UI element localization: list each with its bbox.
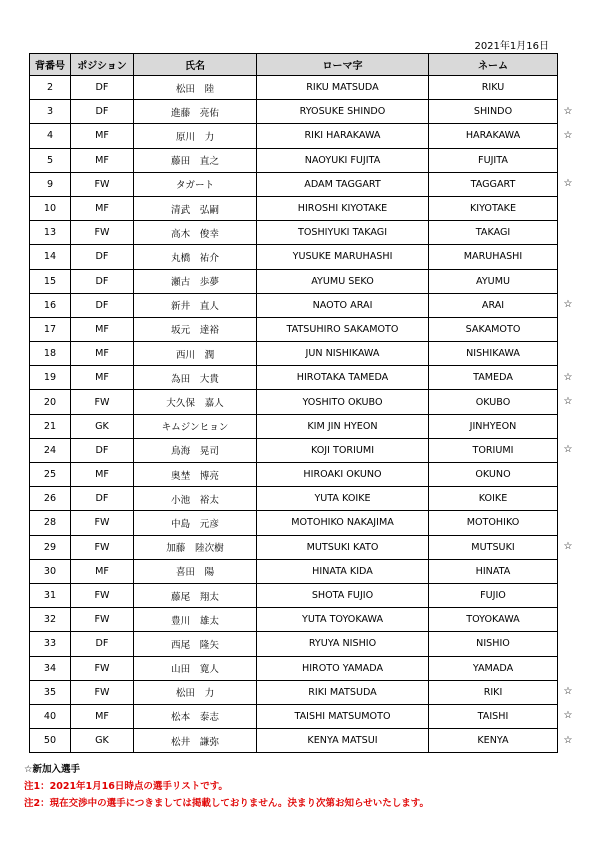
player-name: 奥埜 博亮 [134,463,257,487]
player-number: 21 [30,414,71,438]
notes [24,761,429,812]
table-row [30,245,558,269]
player-name: 西尾 隆矢 [134,632,257,656]
player-name: 進藤 亮佑 [134,100,257,124]
player-romaji: RYUYA NISHIO [257,632,429,656]
player-display-name: HINATA [429,559,558,583]
player-name: タガート [134,172,257,196]
player-number: 9 [30,172,71,196]
player-display-name: MOTOHIKO [429,511,558,535]
player-name: 加藤 陸次樹 [134,535,257,559]
table-row [30,390,558,414]
player-name: 喜田 陽 [134,559,257,583]
player-display-name: TAGGART [429,172,558,196]
player-position: MF [71,342,134,366]
player-romaji: YUSUKE MARUHASHI [257,245,429,269]
player-display-name: TORIUMI [429,438,558,462]
player-romaji: YUTA TOYOKAWA [257,608,429,632]
new-player-star-icon [561,245,575,269]
player-romaji: HIROTO YAMADA [257,656,429,680]
player-display-name: MUTSUKI [429,535,558,559]
document-date: 2021年1月16日 [474,41,549,52]
player-name: 藤尾 翔太 [134,583,257,607]
player-romaji: KIM JIN HYEON [257,414,429,438]
player-position: FW [71,172,134,196]
new-player-star-icon [561,632,575,656]
header-name: 氏名 [134,54,257,76]
player-number: 19 [30,366,71,390]
player-position: FW [71,608,134,632]
player-number: 17 [30,317,71,341]
player-name: 大久保 嘉人 [134,390,257,414]
table-row [30,269,558,293]
player-position: MF [71,559,134,583]
player-number: 10 [30,196,71,220]
new-player-star-icon [561,414,575,438]
table-row [30,608,558,632]
table-row [30,487,558,511]
table-row [30,100,558,124]
header-number: 背番号 [30,54,71,76]
player-number: 31 [30,583,71,607]
player-display-name: TAMEDA [429,366,558,390]
new-player-star-icon [561,511,575,535]
player-name: 松本 泰志 [134,704,257,728]
header-display-name: ネーム [429,54,558,76]
player-position: GK [71,729,134,753]
table-row [30,221,558,245]
player-display-name: KENYA [429,729,558,753]
note-2: 注2：現在交渉中の選手につきましては掲載しておりません。決まり次第お知らせいたします。 [24,798,429,809]
player-display-name: HARAKAWA [429,124,558,148]
player-romaji: SHOTA FUJIO [257,583,429,607]
player-name: 坂元 達裕 [134,317,257,341]
table-row [30,366,558,390]
new-player-star-icon [561,656,575,680]
player-position: FW [71,221,134,245]
new-player-star-icon [561,463,575,487]
table-row [30,124,558,148]
table-row [30,463,558,487]
player-position: DF [71,245,134,269]
player-position: MF [71,704,134,728]
player-name: 丸橋 祐介 [134,245,257,269]
player-number: 18 [30,342,71,366]
player-display-name: TOYOKAWA [429,608,558,632]
player-romaji: MUTSUKI KATO [257,535,429,559]
new-player-star-icon: ☆ [563,734,573,746]
roster-table [29,53,558,753]
player-name: 新井 直人 [134,293,257,317]
header-position: ポジション [71,54,134,76]
player-display-name: YAMADA [429,656,558,680]
player-position: MF [71,317,134,341]
player-number: 15 [30,269,71,293]
player-romaji: ADAM TAGGART [257,172,429,196]
player-name: 豊川 雄太 [134,608,257,632]
table-row [30,172,558,196]
player-position: GK [71,414,134,438]
new-player-star-icon: ☆ [563,686,573,698]
player-number: 35 [30,680,71,704]
player-number: 24 [30,438,71,462]
player-position: DF [71,293,134,317]
player-number: 3 [30,100,71,124]
player-position: FW [71,535,134,559]
player-name: 鳥海 晃司 [134,438,257,462]
new-player-star-icon [561,487,575,511]
roster-body [30,76,558,753]
player-name: 瀬古 歩夢 [134,269,257,293]
player-romaji: NAOYUKI FUJITA [257,148,429,172]
table-row [30,293,558,317]
table-row [30,148,558,172]
table-header-row [30,54,558,76]
player-name: 西川 潤 [134,342,257,366]
table-row [30,342,558,366]
player-romaji: YUTA KOIKE [257,487,429,511]
player-display-name: FUJITA [429,148,558,172]
new-player-star-icon [561,196,575,220]
player-position: DF [71,487,134,511]
player-display-name: KOIKE [429,487,558,511]
new-player-star-icon [561,317,575,341]
new-player-star-icon: ☆ [563,710,573,722]
player-position: MF [71,366,134,390]
player-position: MF [71,124,134,148]
new-player-star-icon [561,76,575,100]
player-name: 高木 俊幸 [134,221,257,245]
player-romaji: NAOTO ARAI [257,293,429,317]
player-display-name: TAISHI [429,704,558,728]
player-number: 33 [30,632,71,656]
player-position: DF [71,269,134,293]
player-number: 40 [30,704,71,728]
player-number: 4 [30,124,71,148]
player-number: 5 [30,148,71,172]
player-position: MF [71,148,134,172]
player-position: FW [71,656,134,680]
player-display-name: FUJIO [429,583,558,607]
player-number: 14 [30,245,71,269]
player-position: FW [71,511,134,535]
player-name: 松井 謙弥 [134,729,257,753]
table-row [30,317,558,341]
player-romaji: HINATA KIDA [257,559,429,583]
player-name: 山田 寛人 [134,656,257,680]
player-name: 為田 大貴 [134,366,257,390]
player-display-name: OKUBO [429,390,558,414]
player-number: 34 [30,656,71,680]
new-player-star-icon: ☆ [563,299,573,311]
player-display-name: AYUMU [429,269,558,293]
player-number: 32 [30,608,71,632]
table-row [30,632,558,656]
player-romaji: KOJI TORIUMI [257,438,429,462]
player-number: 2 [30,76,71,100]
player-romaji: RYOSUKE SHINDO [257,100,429,124]
new-player-star-icon [561,342,575,366]
table-row [30,656,558,680]
table-row [30,76,558,100]
player-display-name: NISHIKAWA [429,342,558,366]
new-player-star-icon [561,583,575,607]
player-display-name: JINHYEON [429,414,558,438]
new-player-star-icon: ☆ [563,395,573,407]
player-number: 13 [30,221,71,245]
player-display-name: MARUHASHI [429,245,558,269]
table-row [30,196,558,220]
player-name: 松田 陸 [134,76,257,100]
player-display-name: ARAI [429,293,558,317]
player-romaji: AYUMU SEKO [257,269,429,293]
new-player-star-icon [561,269,575,293]
player-name: 原川 力 [134,124,257,148]
header-romaji: ローマ字 [257,54,429,76]
player-name: 清武 弘嗣 [134,196,257,220]
player-display-name: SAKAMOTO [429,317,558,341]
player-position: FW [71,390,134,414]
player-romaji: HIROTAKA TAMEDA [257,366,429,390]
player-number: 29 [30,535,71,559]
player-romaji: RIKI MATSUDA [257,680,429,704]
player-number: 28 [30,511,71,535]
new-player-star-icon: ☆ [563,105,573,117]
player-romaji: HIROSHI KIYOTAKE [257,196,429,220]
table-row [30,438,558,462]
player-romaji: HIROAKI OKUNO [257,463,429,487]
table-row [30,511,558,535]
player-romaji: TOSHIYUKI TAKAGI [257,221,429,245]
table-row [30,414,558,438]
player-display-name: OKUNO [429,463,558,487]
new-player-star-icon: ☆ [563,541,573,553]
player-display-name: SHINDO [429,100,558,124]
player-number: 30 [30,559,71,583]
player-romaji: TATSUHIRO SAKAMOTO [257,317,429,341]
player-display-name: KIYOTAKE [429,196,558,220]
table-row [30,680,558,704]
player-name: 藤田 直之 [134,148,257,172]
player-romaji: RIKI HARAKAWA [257,124,429,148]
player-number: 25 [30,463,71,487]
player-position: FW [71,583,134,607]
note-1: 注1：2021年1月16日時点の選手リストです。 [24,781,228,792]
new-player-star-icon: ☆ [563,129,573,141]
player-position: MF [71,463,134,487]
new-player-star-icon: ☆ [563,444,573,456]
player-number: 20 [30,390,71,414]
table-row [30,559,558,583]
player-display-name: NISHIO [429,632,558,656]
player-name: 中島 元彦 [134,511,257,535]
player-display-name: TAKAGI [429,221,558,245]
new-player-star-icon [561,148,575,172]
player-display-name: RIKU [429,76,558,100]
player-position: FW [71,680,134,704]
player-name: キムジンヒョン [134,414,257,438]
player-number: 50 [30,729,71,753]
player-number: 16 [30,293,71,317]
player-name: 小池 裕太 [134,487,257,511]
player-romaji: JUN NISHIKAWA [257,342,429,366]
new-player-star-icon: ☆ [563,371,573,383]
table-row [30,535,558,559]
new-player-legend: ☆新加入選手 [24,764,81,775]
player-romaji: MOTOHIKO NAKAJIMA [257,511,429,535]
player-position: DF [71,100,134,124]
player-romaji: YOSHITO OKUBO [257,390,429,414]
player-display-name: RIKI [429,680,558,704]
player-position: DF [71,632,134,656]
table-row [30,583,558,607]
table-row [30,729,558,753]
new-player-star-icon [561,559,575,583]
player-position: DF [71,76,134,100]
table-row [30,704,558,728]
new-player-star-icon [561,221,575,245]
new-player-star-icon: ☆ [563,178,573,190]
new-player-star-icon [561,608,575,632]
player-romaji: RIKU MATSUDA [257,76,429,100]
player-romaji: KENYA MATSUI [257,729,429,753]
player-romaji: TAISHI MATSUMOTO [257,704,429,728]
player-number: 26 [30,487,71,511]
player-position: MF [71,196,134,220]
player-position: DF [71,438,134,462]
player-name: 松田 力 [134,680,257,704]
